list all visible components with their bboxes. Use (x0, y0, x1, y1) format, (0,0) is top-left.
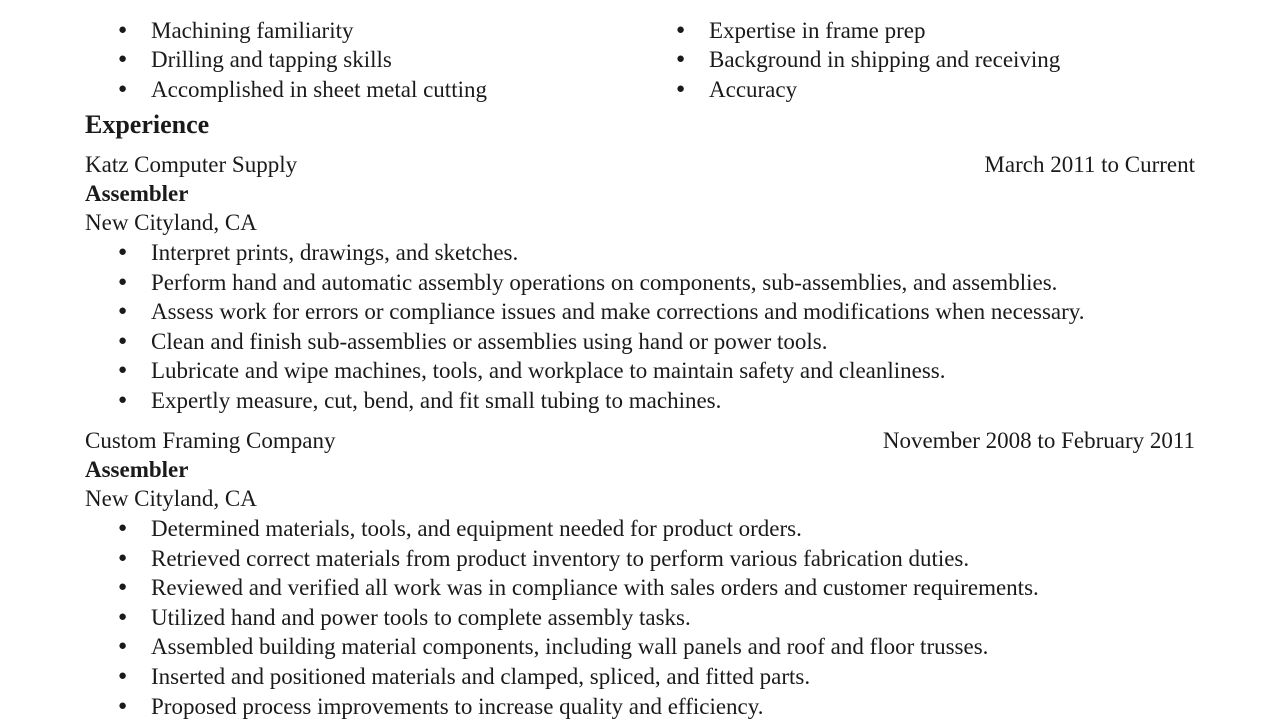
bullet-icon: ● (118, 697, 128, 714)
bullet-icon: ● (118, 362, 128, 379)
skill-item: ● Accomplished in sheet metal cutting (118, 75, 487, 105)
bullet-icon: ● (118, 303, 128, 320)
job-duties (118, 514, 1039, 721)
job-location: New Cityland, CA (85, 210, 257, 235)
bullet-icon: ● (676, 80, 686, 97)
bullet-icon: ● (118, 520, 128, 536)
duty-item: ● Perform hand and automatic assembly operations on components, sub-assemblies, and assemblies. (118, 268, 1085, 298)
skill-item: ● Background in shipping and receiving (676, 45, 1060, 75)
bullet-icon: ● (118, 51, 128, 67)
skill-item: ● Expertise in frame prep (676, 16, 1060, 46)
duty-item: ● Assess work for errors or compliance issues and make corrections and modifications when necessary. (118, 297, 1085, 327)
duty-item: ● Reviewed and verified all work was in compliance with sales orders and customer requirements. (118, 573, 1039, 603)
bullet-icon: ● (676, 51, 686, 67)
job-entry (0, 150, 1280, 413)
bullet-icon: ● (118, 21, 128, 38)
bullet-icon: ● (676, 21, 686, 38)
duty-item: ● Utilized hand and power tools to complete assembly tasks. (118, 603, 1039, 633)
bullet-icon: ● (118, 579, 128, 596)
bullet-icon: ● (118, 549, 128, 566)
job-header (0, 426, 1280, 455)
bullet-icon: ● (118, 608, 128, 625)
employer-name: Custom Framing Company (85, 428, 336, 453)
duty-item: ● Interpret prints, drawings, and sketches. (118, 238, 1085, 268)
bullet-icon: ● (118, 332, 128, 349)
skill-item: ● Drilling and tapping skills (118, 45, 487, 75)
job-header (0, 150, 1280, 179)
bullet-icon: ● (118, 391, 128, 408)
skills-column-left (118, 0, 487, 104)
job-title: Assembler (85, 181, 189, 206)
duty-item: ● Lubricate and wipe machines, tools, and workplace to maintain safety and cleanliness. (118, 356, 1085, 386)
experience-heading: Experience (85, 110, 210, 139)
duty-item: ● Retrieved correct materials from product inventory to perform various fabrication duties. (118, 544, 1039, 574)
bullet-icon: ● (118, 667, 128, 684)
duty-item: ● Clean and finish sub-assemblies or assemblies using hand or power tools. (118, 327, 1085, 357)
skills-column-right (676, 0, 1060, 104)
bullet-icon: ● (118, 80, 128, 97)
job-dates: March 2011 to Current (984, 152, 1195, 177)
job-dates: November 2008 to February 2011 (882, 428, 1195, 453)
duty-item: ● Assembled building material components, including wall panels and roof and floor trusses. (118, 632, 1039, 662)
bullet-icon: ● (118, 638, 128, 655)
job-duties (118, 238, 1085, 416)
employer-name: Katz Computer Supply (85, 152, 298, 177)
duty-item: ● Expertly measure, cut, bend, and fit small tubing to machines. (118, 386, 1085, 416)
job-entry (0, 426, 1280, 719)
skill-item: ● Accuracy (676, 75, 1060, 105)
job-location: New Cityland, CA (85, 486, 257, 511)
bullet-icon: ● (118, 244, 128, 260)
skill-item: ● Machining familiarity (118, 16, 487, 46)
job-title: Assembler (85, 457, 189, 482)
duty-item: ● Inserted and positioned materials and clamped, spliced, and fitted parts. (118, 662, 1039, 692)
bullet-icon: ● (118, 273, 128, 290)
duty-item: ● Determined materials, tools, and equipment needed for product orders. (118, 514, 1039, 544)
duty-item: ● Proposed process improvements to increase quality and efficiency. (118, 692, 1039, 721)
